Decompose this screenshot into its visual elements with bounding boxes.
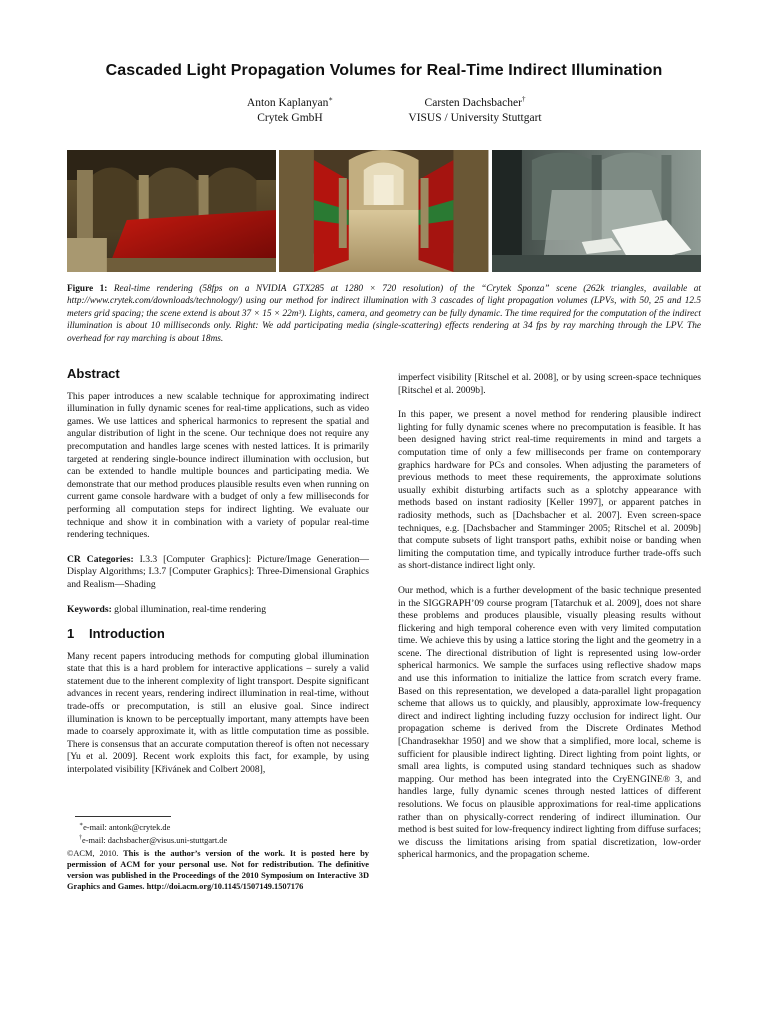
footnote-email-2: †e-mail: dachsbacher@visus.uni-stuttgart.de — [79, 834, 228, 845]
intro-paragraph: Many recent papers introducing methods for computing global illumination state that this is a hard problem for interactive applications – surely a valid statement due to the inherent complexity of light transport. Despite significant advances in recent years, rendering indirect illumination in real-time, without trade-offs or precomputation, is still an elusive goal. Since indirect illumination is known to be perceptually important, many attempts have been made to coarsely approximate it, with as little computation time as possible. There is consensus that an accurate computation thereof is often not necessary [Yu et al. 2009]. Recent work exploits this fact, for example, by using interpolated visibility [Křivánek and Colbert 2008], — [67, 650, 369, 776]
right-column — [398, 372, 701, 874]
author-name: Anton Kaplanyan — [246, 97, 329, 109]
figure-1-caption — [67, 283, 701, 345]
right-paragraph-0: imperfect visibility [Ritschel et al. 2008], or by using screen-space techniques [Ritschel et al. 2009b]. — [398, 372, 701, 396]
right-paragraph-2: Our method, which is a further development of the basic technique presented in the SIGGRAPH’09 course program [Tatarchuk et al. 2009], does not share these problems and produces plausible, visually pleasing results without flickering and high temporal coherence even with very limited computation time. We achieve this by using a lattice storing the light and the geometry in a scene. The directional distribution of light is represented using low-order spherical harmonics. We sample the surfaces using reflective shadow maps and use this information to initialize the lattice from scratch every frame. Based on this representation, we developed a data-parallel light propagation scheme that allows us to quickly, and plausibly, approximate low-frequency direct and indirect lighting including fuzzy occlusion for indirect light. Our propagation scheme is derived from the Discrete Ordinates Method [Chandrasekhar 1950] and we show that a simplified, more local, scheme is sufficient for plausible indirect lighting. Direct lighting from point lights, or small area lights, is computed using standard techniques such as shadow mapping. Our method has been integrated into the CryENGINE® 3, and handles large, fully dynamic scenes through nested lattices of different resolutions. We focus on plausible approximations for real-time applications rather than on physically-correct rendering of indirect illumination. Our method is best suited for low-frequency indirect lighting from diffuse surfaces; we discuss the limitations arising from spatial discretization, low-order spherical harmonics, and the propagation scheme. — [398, 584, 702, 861]
cr-categories — [67, 554, 369, 592]
author-block-1 — [200, 96, 380, 126]
left-column — [67, 366, 369, 789]
author-footnote-mark: ∗ — [328, 95, 334, 104]
author-name: Carsten Dachsbacher — [424, 97, 522, 109]
footnotes — [67, 816, 369, 892]
cr-categories-label: CR Categories: — [67, 553, 134, 565]
keywords-label: Keywords: — [67, 603, 112, 615]
paper-title: Cascaded Light Propagation Volumes for Real-Time Indirect Illumination — [105, 62, 663, 79]
keywords — [67, 604, 369, 617]
author-affiliation: Crytek GmbH — [257, 112, 323, 124]
section-number: 1 — [67, 626, 75, 642]
copyright-symbol: © — [67, 848, 74, 858]
abstract-text: This paper introduces a new scalable technique for approximating indirect illumination in fully dynamic scenes for real-time applications, such as video games. We use lattices and spherical harmonics to represent the spatial and angular distribution of light in the scene. Our technique does not require any precomputation and handles large scenes with nested lattices. It is primarily targeted at rendering single-bounce indirect illumination with occlusion, but can be extended to handle multiple bounces and participating media. We demonstrate that our method produces plausible results even when running on current game console hardware with a budget of only a few milliseconds for performing all computation steps for indirect lighting. We evaluate our technique and show it in combination with a variety of popular real-time rendering techniques. — [67, 390, 369, 541]
copyright-notice-text: This is the author’s version of the work. It is posted here by permission of ACM for your personal use. Not for redistribution. The definitive version was published in the Proceedings of the 2010 Symposium on Interactive 3D Graphics and Games. http://doi.acm.org/10.1145/1507149.1507176 — [67, 848, 369, 891]
right-paragraph-1: In this paper, we present a novel method for rendering plausible indirect lighting for fully dynamic scenes where no precomputation is feasible. It has been designed having strict real-time requirements in mind and targets a computation time of only a few milliseconds per frame on contemporary graphics hardware for PCs and consoles. When adjusting the parameters of previous methods to meet these requirements, the approximate solutions usually exhibit disturbing artifacts such as a splotchy appearance with methods based on instant radiosity [Keller 1997], or apparent patches in radiosity methods, such as [Dachsbacher et al. 2007]. Even screen-space techniques, e.g. [Dachsbacher and Stamminger 2005; Ritschel et al. 2009b] that compute subsets of light transport paths, exhibit noise or banding when limiting the computation time, and typically introduce further trade-offs such as short-distance indirect light only. — [398, 409, 701, 572]
footnote-email-1: ∗e-mail: antonk@crytek.de — [79, 822, 171, 832]
abstract-heading: Abstract — [67, 366, 120, 381]
participating-media-render-image — [492, 150, 701, 272]
author-block-2 — [370, 96, 580, 126]
sponza-render-middle-image — [279, 150, 488, 272]
author-affiliation: VISUS / University Stuttgart — [408, 112, 542, 124]
keywords-text: global illumination, real-time rendering — [114, 603, 267, 615]
figure-label: Figure 1: — [67, 284, 108, 294]
figure-caption-text: Real-time rendering (58fps on a NVIDIA GTX285 at 1280 × 720 resolution) of the “Crytek Sponza” scene (262k triangles, available at http://www.crytek.com/downloads/technology/) using our method for indirect illumination with 3 cascades of light propagation volumes (LPVs, with 50, 25 and 12.5 meters grid spacing; the scene extend is about 37 × 15 × 22m³). Lights, camera, and geometry can be fully dynamic. The time required for the computation of the indirect illumination is about 10 milliseconds only. Right: We add participating media (single-scattering) effects rendering at 34 fps by ray marching through the LPV. The overhead for ray marching is about 18ms. — [67, 284, 702, 344]
footnote-rule — [75, 816, 171, 817]
copyright-notice — [67, 848, 369, 892]
section-title: Introduction — [89, 626, 165, 642]
copyright-year: ACM, 2010. — [73, 848, 119, 858]
sponza-render-left-image — [67, 150, 276, 272]
figure-1-images — [67, 150, 701, 272]
section-heading-introduction — [67, 628, 369, 641]
cr-categories-text: I.3.3 [Computer Graphics]: Picture/Image Generation—Display Algorithms; I.3.7 [Computer Graphics]: Three-Dimensional Graphics and Realism—Shading — [67, 553, 369, 590]
author-footnote-mark: † — [521, 95, 526, 104]
